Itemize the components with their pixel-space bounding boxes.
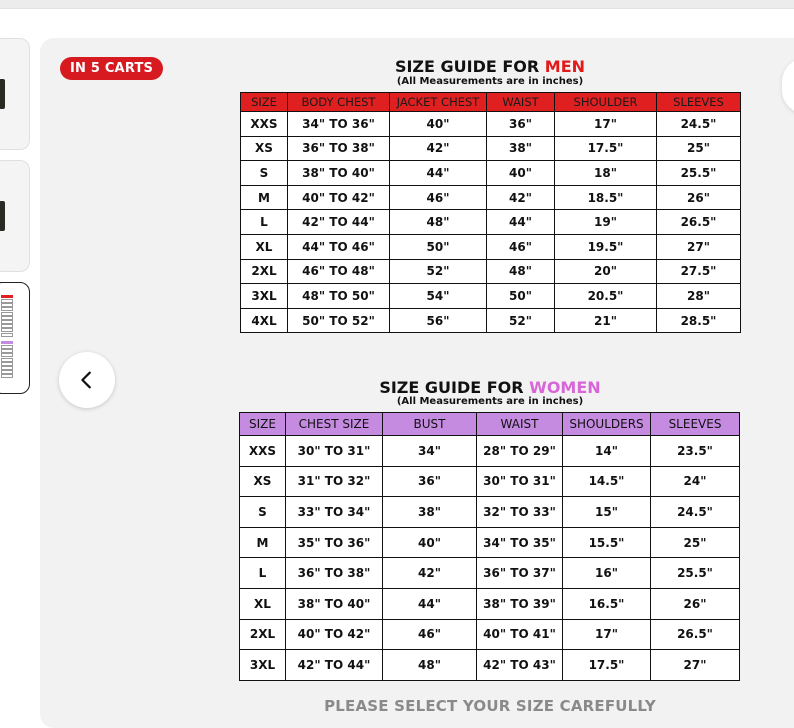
men-title-prefix: SIZE GUIDE FOR [394, 57, 545, 76]
chevron-left-icon [76, 369, 98, 391]
women-guide-subtitle: (All Measurements are in inches) [396, 396, 584, 407]
women-cell-chest-size: 42" TO 44" [286, 650, 383, 681]
men-cell-jacket-chest: 52" [390, 259, 487, 284]
women-header-size: SIZE [240, 413, 286, 436]
in-carts-badge: IN 5 CARTS [60, 57, 163, 80]
men-cell-sleeves: 27.5" [657, 259, 741, 284]
men-header-size: SIZE [241, 93, 288, 112]
women-cell-chest-size: 36" TO 38" [286, 558, 383, 589]
table-row [240, 558, 740, 589]
men-cell-waist: 36" [487, 112, 555, 137]
women-cell-sleeves: 24" [651, 466, 740, 497]
table-row [241, 308, 741, 333]
table-row [240, 497, 740, 528]
women-cell-chest-size: 40" TO 42" [286, 619, 383, 650]
men-cell-waist: 44" [487, 210, 555, 235]
table-row [240, 436, 740, 467]
men-cell-waist: 38" [487, 136, 555, 161]
women-cell-waist: 32" TO 33" [477, 497, 563, 528]
size-care-note: PLEASE SELECT YOUR SIZE CAREFULLY [324, 697, 656, 715]
table-row [241, 161, 741, 186]
table-row [241, 259, 741, 284]
men-cell-size: 3XL [241, 284, 288, 309]
table-row [241, 210, 741, 235]
men-cell-body-chest: 50" TO 52" [288, 308, 390, 333]
men-header-body-chest: BODY CHEST [288, 93, 390, 112]
women-cell-size: S [240, 497, 286, 528]
men-cell-size: XL [241, 234, 288, 259]
men-cell-waist: 48" [487, 259, 555, 284]
women-cell-bust: 48" [383, 650, 477, 681]
thumbnail-3-active[interactable] [0, 282, 30, 394]
women-cell-waist: 42" TO 43" [477, 650, 563, 681]
men-cell-shoulder: 18" [555, 161, 657, 186]
women-cell-shoulders: 16.5" [563, 588, 651, 619]
product-image-icon [0, 201, 5, 231]
women-cell-size: 2XL [240, 619, 286, 650]
men-cell-sleeves: 28.5" [657, 308, 741, 333]
men-cell-jacket-chest: 48" [390, 210, 487, 235]
women-cell-shoulders: 15" [563, 497, 651, 528]
women-guide-title [240, 378, 740, 397]
women-cell-sleeves: 27" [651, 650, 740, 681]
women-size-table [239, 412, 740, 681]
men-cell-shoulder: 20" [555, 259, 657, 284]
women-cell-shoulders: 15.5" [563, 527, 651, 558]
previous-image-button[interactable] [59, 352, 115, 408]
men-size-table [240, 92, 741, 333]
men-cell-sleeves: 26" [657, 185, 741, 210]
men-cell-sleeves: 27" [657, 234, 741, 259]
women-cell-sleeves: 25" [651, 527, 740, 558]
table-row [241, 234, 741, 259]
men-cell-body-chest: 40" TO 42" [288, 185, 390, 210]
men-cell-body-chest: 48" TO 50" [288, 284, 390, 309]
women-cell-bust: 42" [383, 558, 477, 589]
men-header-jacket-chest: JACKET CHEST [390, 93, 487, 112]
women-cell-waist: 28" TO 29" [477, 436, 563, 467]
table-row [241, 136, 741, 161]
women-header-chest-size: CHEST SIZE [286, 413, 383, 436]
women-cell-waist: 38" TO 39" [477, 588, 563, 619]
men-cell-shoulder: 19" [555, 210, 657, 235]
men-header-sleeves: SLEEVES [657, 93, 741, 112]
women-cell-size: XXS [240, 436, 286, 467]
women-cell-bust: 36" [383, 466, 477, 497]
table-row [240, 527, 740, 558]
men-header-shoulder: SHOULDER [555, 93, 657, 112]
women-cell-sleeves: 23.5" [651, 436, 740, 467]
men-cell-size: S [241, 161, 288, 186]
men-cell-jacket-chest: 46" [390, 185, 487, 210]
men-cell-shoulder: 17.5" [555, 136, 657, 161]
men-title-highlight: MEN [544, 57, 586, 76]
men-cell-body-chest: 46" TO 48" [288, 259, 390, 284]
men-cell-jacket-chest: 56" [390, 308, 487, 333]
women-cell-waist: 34" TO 35" [477, 527, 563, 558]
men-cell-waist: 52" [487, 308, 555, 333]
men-cell-shoulder: 18.5" [555, 185, 657, 210]
women-cell-chest-size: 35" TO 36" [286, 527, 383, 558]
product-image-icon [0, 79, 5, 109]
women-cell-shoulders: 16" [563, 558, 651, 589]
women-cell-bust: 38" [383, 497, 477, 528]
thumbnail-1[interactable] [0, 38, 30, 150]
table-row [240, 650, 740, 681]
women-cell-shoulders: 14.5" [563, 466, 651, 497]
men-cell-body-chest: 44" TO 46" [288, 234, 390, 259]
women-title-prefix: SIZE GUIDE FOR [379, 378, 530, 397]
women-cell-bust: 34" [383, 436, 477, 467]
women-cell-bust: 44" [383, 588, 477, 619]
men-cell-waist: 50" [487, 284, 555, 309]
table-row [240, 466, 740, 497]
men-cell-waist: 42" [487, 185, 555, 210]
men-cell-sleeves: 25" [657, 136, 741, 161]
size-chart-thumbnail-icon [1, 295, 13, 381]
men-cell-size: 4XL [241, 308, 288, 333]
men-cell-jacket-chest: 44" [390, 161, 487, 186]
table-row [240, 619, 740, 650]
women-cell-waist: 30" TO 31" [477, 466, 563, 497]
women-cell-chest-size: 33" TO 34" [286, 497, 383, 528]
women-cell-size: XS [240, 466, 286, 497]
women-header-shoulders: SHOULDERS [563, 413, 651, 436]
men-cell-jacket-chest: 54" [390, 284, 487, 309]
men-cell-shoulder: 19.5" [555, 234, 657, 259]
men-cell-body-chest: 42" TO 44" [288, 210, 390, 235]
table-row [241, 112, 741, 137]
men-cell-size: 2XL [241, 259, 288, 284]
men-cell-waist: 40" [487, 161, 555, 186]
women-cell-sleeves: 26" [651, 588, 740, 619]
men-cell-body-chest: 34" TO 36" [288, 112, 390, 137]
women-cell-sleeves: 26.5" [651, 619, 740, 650]
browser-top-bar [0, 0, 794, 9]
women-cell-chest-size: 31" TO 32" [286, 466, 383, 497]
women-header-sleeves: SLEEVES [651, 413, 740, 436]
women-cell-waist: 36" TO 37" [477, 558, 563, 589]
men-cell-size: M [241, 185, 288, 210]
men-cell-sleeves: 25.5" [657, 161, 741, 186]
table-row [241, 185, 741, 210]
men-header-waist: WAIST [487, 93, 555, 112]
thumbnail-2[interactable] [0, 160, 30, 272]
women-cell-bust: 40" [383, 527, 477, 558]
women-header-bust: BUST [383, 413, 477, 436]
table-row [240, 588, 740, 619]
women-header-waist: WAIST [477, 413, 563, 436]
women-title-highlight: WOMEN [529, 378, 601, 397]
women-cell-sleeves: 24.5" [651, 497, 740, 528]
women-cell-sleeves: 25.5" [651, 558, 740, 589]
women-cell-bust: 46" [383, 619, 477, 650]
women-cell-chest-size: 30" TO 31" [286, 436, 383, 467]
men-cell-body-chest: 36" TO 38" [288, 136, 390, 161]
table-row [241, 284, 741, 309]
men-cell-sleeves: 28" [657, 284, 741, 309]
men-cell-jacket-chest: 42" [390, 136, 487, 161]
men-guide-title [240, 57, 740, 76]
women-cell-size: 3XL [240, 650, 286, 681]
women-cell-shoulders: 17" [563, 619, 651, 650]
men-cell-size: XXS [241, 112, 288, 137]
men-cell-shoulder: 20.5" [555, 284, 657, 309]
men-cell-sleeves: 26.5" [657, 210, 741, 235]
women-cell-size: XL [240, 588, 286, 619]
men-cell-size: L [241, 210, 288, 235]
men-cell-jacket-chest: 40" [390, 112, 487, 137]
women-cell-shoulders: 14" [563, 436, 651, 467]
women-cell-waist: 40" TO 41" [477, 619, 563, 650]
men-cell-size: XS [241, 136, 288, 161]
men-cell-body-chest: 38" TO 40" [288, 161, 390, 186]
men-cell-shoulder: 21" [555, 308, 657, 333]
men-cell-shoulder: 17" [555, 112, 657, 137]
women-cell-chest-size: 38" TO 40" [286, 588, 383, 619]
women-cell-size: L [240, 558, 286, 589]
men-cell-waist: 46" [487, 234, 555, 259]
men-cell-jacket-chest: 50" [390, 234, 487, 259]
women-cell-shoulders: 17.5" [563, 650, 651, 681]
men-cell-sleeves: 24.5" [657, 112, 741, 137]
men-guide-subtitle: (All Measurements are in inches) [396, 76, 584, 87]
women-cell-size: M [240, 527, 286, 558]
